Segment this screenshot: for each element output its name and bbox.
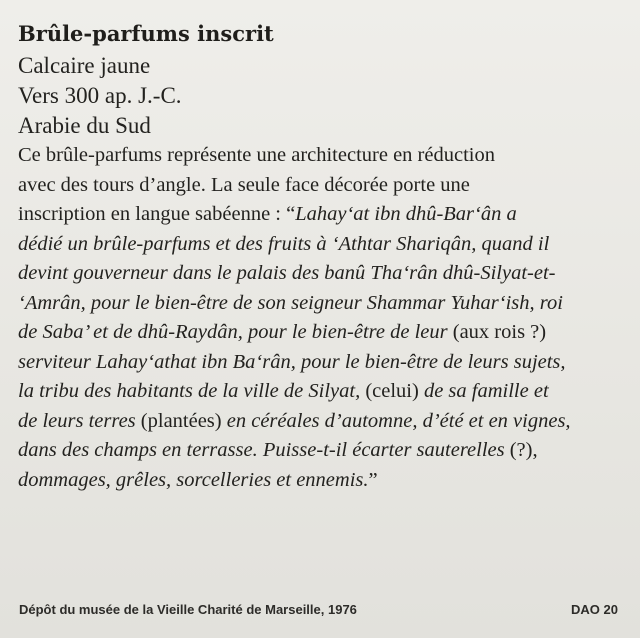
description-line [18,171,618,201]
description-text: (plantées) [140,409,227,432]
description-line [18,230,618,260]
description-text: Ce brûle-parfums représente une architecture en réduction [18,144,495,166]
description-line [18,200,618,230]
description-line [18,377,618,407]
description-line [18,348,618,378]
inscription-text: ‘Amrân, pour le bien-être de son seigneur Shammar Yuhar‘ish, roi [18,291,563,314]
description-line [18,407,618,437]
description-line [18,141,618,171]
object-region: Arabie du Sud [18,113,151,138]
description-text: (aux rois ?) [452,321,547,343]
provenance-note: Dépôt du musée de la Vieille Charité de Marseille, 1976 [19,602,357,617]
inventory-number: DAO 20 [571,602,618,617]
description-line [18,436,618,466]
description-line [18,289,618,319]
inscription-text: la tribu des habitants de la ville de Silyat, [18,380,366,402]
object-description [18,141,618,495]
description-line [18,259,618,289]
object-date: Vers 300 ap. J.-C. [18,83,182,108]
inscription-text: dédié un brûle-parfums et des fruits à ‘Athtar Shariqân, quand il [18,232,550,255]
inscription-text: Lahay‘at ibn dhû-Bar‘ân a [295,203,517,225]
inscription-text: de sa famille et [423,380,549,402]
description-text: ” [368,468,378,491]
object-title: Brûle-parfums inscrit [18,21,274,46]
description-text: avec des tours d’angle. La seule face décorée porte une [18,173,470,196]
inscription-text: devint gouverneur dans le palais des banû Tha‘rân dhû-Silyat-et- [18,262,556,284]
description-line [18,466,618,496]
inscription-text: dans des champs en terrasse. Puisse-t-il écarter sauterelles [18,439,510,461]
object-material: Calcaire jaune [18,53,151,78]
label-footer [19,602,618,617]
description-line [18,318,618,348]
description-text: (?), [509,439,538,461]
inscription-text: en céréales d’automne, d’été et en vignes, [226,409,571,432]
inscription-text: dommages, grêles, sorcelleries et ennemis. [18,468,369,491]
description-text: inscription en langue sabéenne : “ [18,203,296,225]
description-text: (celui) [365,380,424,402]
inscription-text: serviteur Lahay‘athat ibn Ba‘rân, pour le bien-être de leurs sujets, [18,350,566,373]
inscription-text: de Saba’ et de dhû-Raydân, pour le bien-être de leur [18,321,453,343]
inscription-text: de leurs terres [18,409,141,432]
